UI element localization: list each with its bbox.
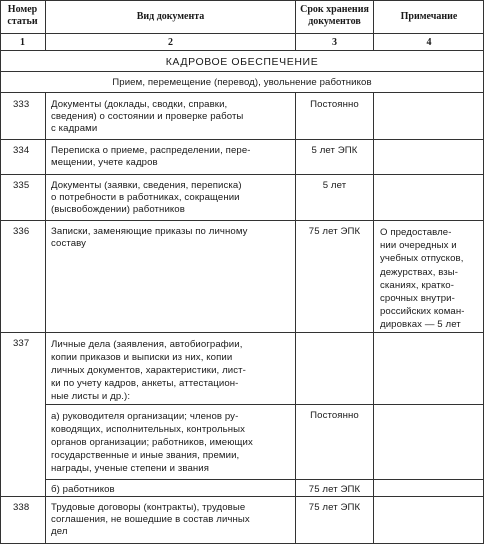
header-note: Примечание (400, 11, 458, 22)
article-number: 334 (13, 145, 30, 156)
document-type: Переписка о приеме, распределении, пере- мещении, учете кадров (51, 145, 251, 168)
header-document-type: Вид документа (136, 11, 205, 22)
document-type: Трудовые договоры (контракты), трудовые соглашения, не вошедшие в состав личных дел (51, 502, 250, 537)
retention-term: Постоянно (310, 410, 359, 421)
section-divider (0, 71, 484, 72)
document-type: Записки, заменяющие приказы по личному составу (51, 226, 248, 249)
row-divider (0, 332, 484, 333)
column-number: 3 (332, 37, 337, 48)
article-number: 335 (13, 180, 30, 191)
header-article-number: Номер статьи (7, 4, 38, 27)
col-divider (295, 92, 296, 544)
header-divider (0, 33, 484, 34)
retention-term: 75 лет ЭПК (308, 484, 361, 495)
article-number: 338 (13, 502, 30, 513)
subsection-divider (0, 92, 484, 93)
row-divider (0, 139, 484, 140)
retention-term: 5 лет ЭПК (311, 145, 358, 156)
column-number: 4 (426, 37, 432, 48)
col-divider (373, 92, 374, 544)
retention-term: 5 лет (322, 180, 347, 191)
subsection-title: Прием, перемещение (перевод), увольнение работников (112, 77, 372, 88)
document-type: Документы (заявки, сведения, переписка) о потребности в работниках, сокращении (высвобождении) работников (51, 180, 242, 215)
retention-term: Постоянно (310, 99, 359, 110)
column-number: 2 (168, 37, 173, 48)
article-number: 336 (13, 226, 30, 237)
document-type: б) работников (51, 484, 115, 495)
document-type: а) руководителя организации; членов ру- ководящих, исполнительных, контрольных органов организации; работников, имеющих государственные и иные звания, премии, награды, ученые степени и звания (51, 411, 253, 474)
section-title: КАДРОВОЕ ОБЕСПЕЧЕНИЕ (165, 56, 319, 68)
row-divider (0, 174, 484, 175)
column-number: 1 (20, 37, 25, 48)
col-divider (45, 92, 46, 544)
document-type: Документы (доклады, сводки, справки, сведения) о состоянии и проверке работы с кадрами (51, 99, 244, 134)
retention-term: 75 лет ЭПК (308, 502, 361, 513)
article-number: 337 (13, 338, 30, 349)
row-divider (0, 220, 484, 221)
row-divider (0, 496, 484, 497)
retention-term: 75 лет ЭПК (308, 226, 361, 237)
colnum-divider (0, 50, 484, 51)
subrow-divider (45, 404, 484, 405)
article-number: 333 (13, 99, 30, 110)
subrow-divider (45, 479, 484, 480)
header-retention-term: Срок хранения документов (300, 4, 369, 27)
document-type: Личные дела (заявления, автобиографии, копии приказов и выписки из них, копии личных документов, характеристики, лист- ки по учету кадров, анкеты, аттестацион- ные листы и др.): (51, 339, 246, 402)
note-text: О предоставле- нии очередных и учебных отпусков, дежурствах, взы- сканиях, кратко- срочных внутри- российских коман- дировках — 5 лет (380, 227, 465, 331)
